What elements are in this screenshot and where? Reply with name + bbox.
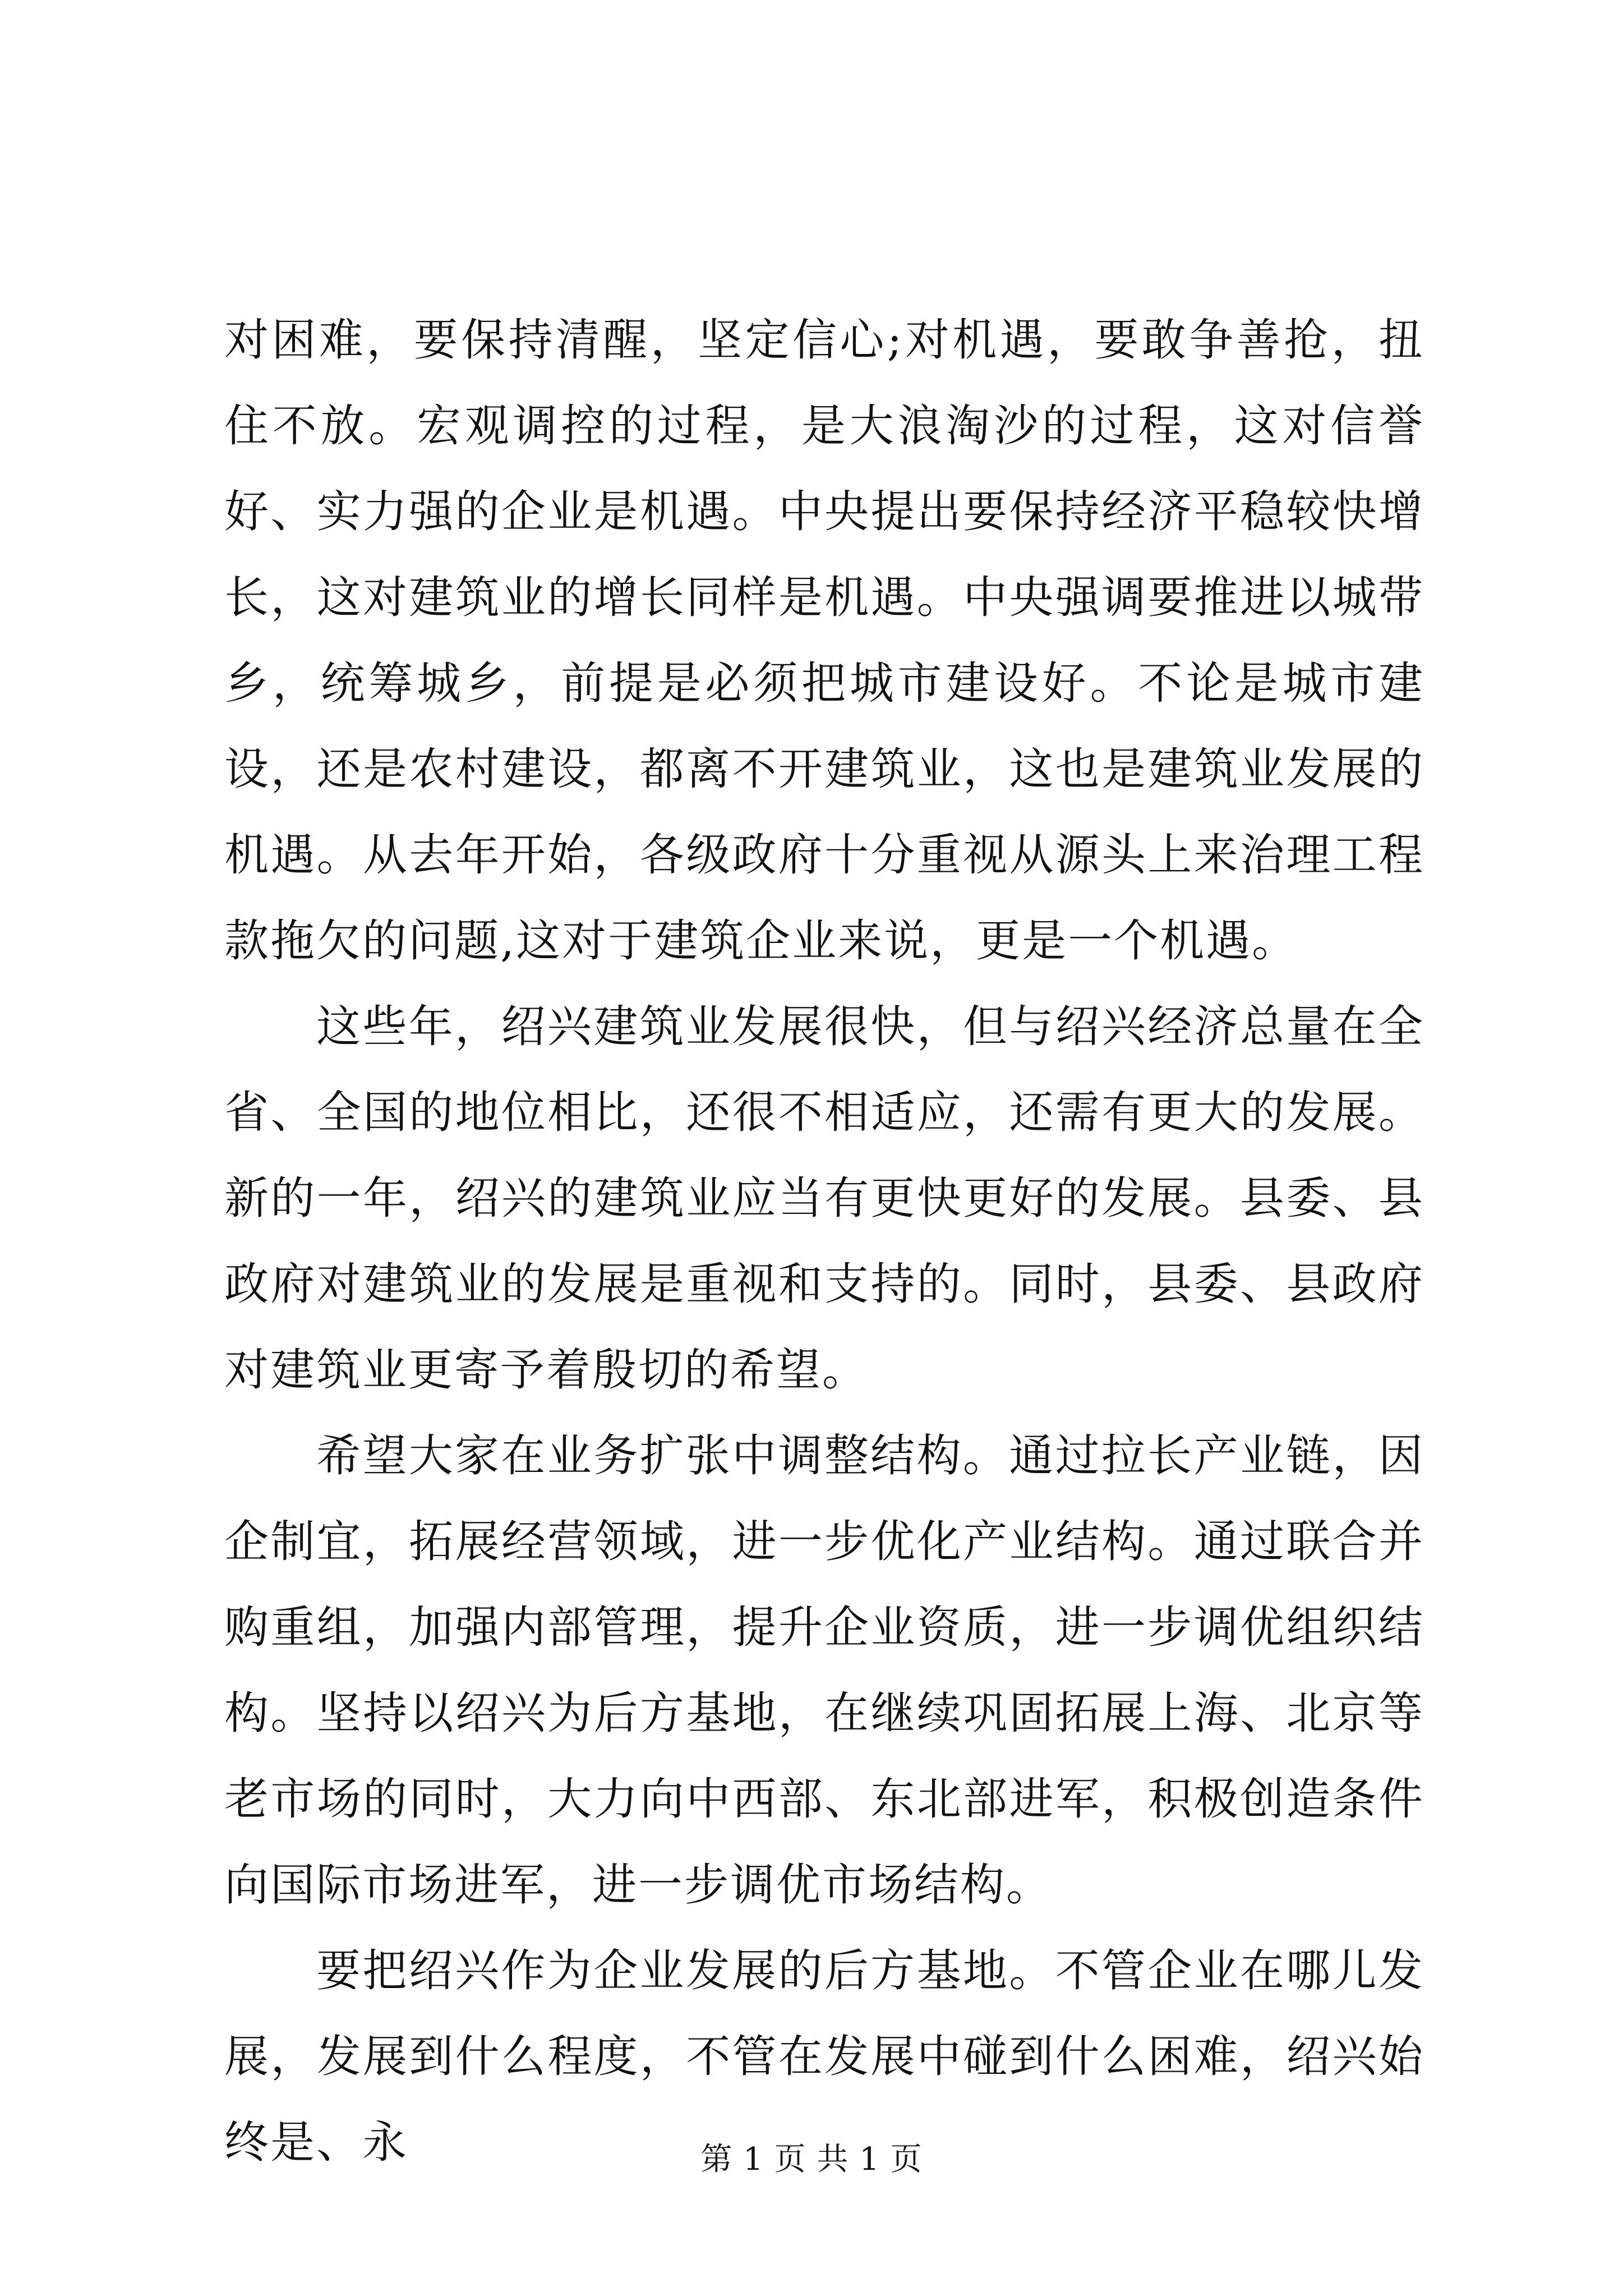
paragraph-4: 要把绍兴作为企业发展的后方基地。不管企业在哪儿发展，发展到什么程度，不管在发展中碰到什么困难，绍兴始终是、永 — [224, 1945, 1424, 2168]
page-footer: 第 1 页 共 1 页 — [700, 2141, 923, 2178]
paragraph-3: 希望大家在业务扩张中调整结构。通过拉长产业链，因企制宜，拓展经营领域，进一步优化产业结构。通过联合并购重组，加强内部管理，提升企业资质，进一步调优组织结构。坚持以绍兴为后方基地，在继续巩固拓展上海、北京等老市场的同时，大力向中西部、东北部进军，积极创造条件向国际市场进军，进一步调优市场结构。 — [224, 1430, 1424, 1911]
document-body — [224, 297, 1424, 2185]
paragraph-2: 这些年，绍兴建筑业发展很快，但与绍兴经济总量在全省、全国的地位相比，还很不相适应，还需有更大的发展。新的一年，绍兴的建筑业应当有更快更好的发展。县委、县政府对建筑业的发展是重视和支持的。同时，县委、县政府对建筑业更寄予着殷切的希望。 — [224, 1001, 1424, 1396]
paragraph-1: 对困难，要保持清醒，坚定信心;对机遇，要敢争善抢，扭住不放。宏观调控的过程，是大浪淘沙的过程，这对信誉好、实力强的企业是机遇。中央提出要保持经济平稳较快增长，这对建筑业的增长同样是机遇。中央强调要推进以城带乡，统筹城乡，前提是必须把城市建设好。不论是城市建设，还是农村建设，都离不开建筑业，这也是建筑业发展的机遇。从去年开始，各级政府十分重视从源头上来治理工程款拖欠的问题,这对于建筑企业来说，更是一个机遇。 — [224, 314, 1424, 967]
